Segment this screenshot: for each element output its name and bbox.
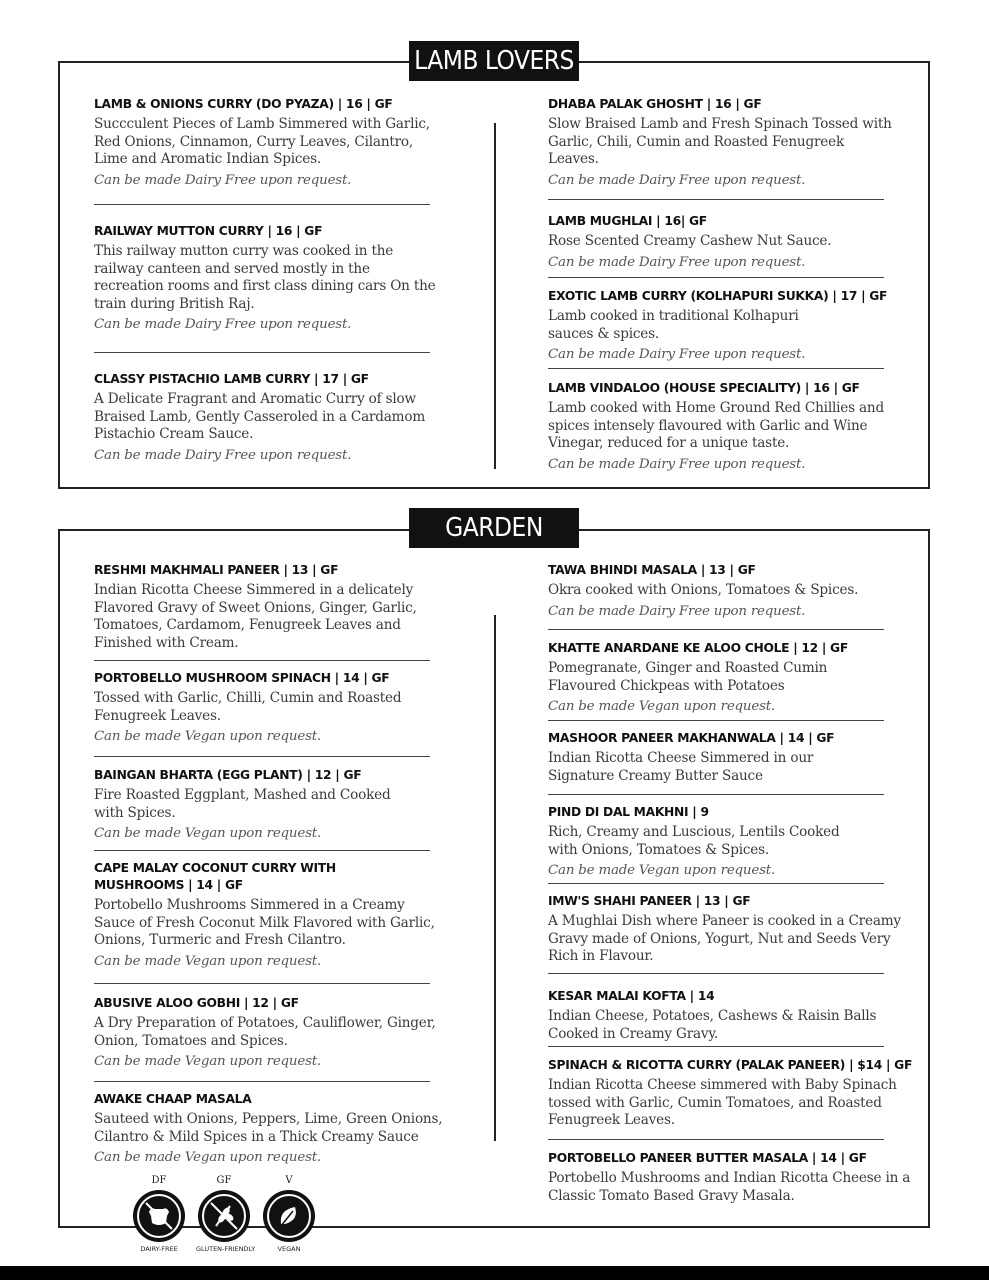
item-note: Can be made Dairy Free upon request. [94,172,352,188]
menu-item [548,380,913,473]
item-description: Indian Ricotta Cheese Simmered in our Signature Creamy Butter Sauce [548,750,814,784]
item-separator [548,629,884,630]
item-name: PIND DI DAL MAKHNI | 9 [548,805,709,819]
item-name: KESAR MALAI KOFTA | 14 [548,989,715,1003]
item-separator [94,660,430,661]
item-description: A Mughlai Dish where Paneer is cooked in a Creamy Gravy made of Onions, Yogurt, Nut and Seeds Very Rich in Flavour. [548,913,901,964]
column-divider [494,123,496,469]
item-note: Can be made Dairy Free upon request. [548,603,806,619]
menu-item [548,730,913,785]
dairy-free-icon [133,1190,185,1242]
item-name: MASHOOR PANEER MAKHANWALA | 14 | GF [548,731,835,745]
menu-item [94,670,439,746]
item-description: Lamb cooked with Home Ground Red Chillies and spices intensely flavoured with Garlic and Wine Vinegar, reduced for a unique taste. [548,400,884,451]
menu-item [94,995,439,1071]
item-description: A Delicate Fragrant and Aromatic Curry of slow Braised Lamb, Gently Casseroled in a Cardamom Pistachio Cream Sauce. [94,391,426,442]
item-name: RAILWAY MUTTON CURRY | 16 | GF [94,224,323,238]
badge-code: V [285,1175,293,1186]
badge-label: DAIRY-FREE [140,1245,178,1253]
item-description: Tossed with Garlic, Chilli, Cumin and Roasted Fenugreek Leaves. [94,690,402,724]
item-note: Can be made Vegan upon request. [94,1054,321,1069]
menu-item [94,767,439,843]
item-separator [548,277,884,278]
vegan-icon [263,1190,315,1242]
item-name: CAPE MALAY COCONUT CURRY WITH MUSHROOMS | 14 | GF [94,861,336,892]
item-separator [548,368,884,369]
item-note: Can be made Vegan upon request. [94,729,321,744]
gluten-friendly-icon [198,1190,250,1242]
item-name: PORTOBELLO MUSHROOM SPINACH | 14 | GF [94,671,390,685]
item-name: IMW'S SHAHI PANEER | 13 | GF [548,894,751,908]
item-note: Can be made Vegan upon request. [94,826,321,841]
item-name: CLASSY PISTACHIO LAMB CURRY | 17 | GF [94,372,369,386]
item-separator [548,1046,884,1047]
item-note: Can be made Dairy Free upon request. [548,347,806,362]
item-description: Sauteed with Onions, Peppers, Lime, Green Onions, Cilantro & Mild Spices in a Thick Creamy Sauce [94,1111,443,1145]
item-name: DHABA PALAK GHOSHT | 16 | GF [548,97,762,111]
item-note: Can be made Vegan upon request. [548,699,775,714]
item-separator [94,352,430,353]
menu-item [548,988,913,1043]
item-separator [548,199,884,200]
item-name: BAINGAN BHARTA (EGG PLANT) | 12 | GF [94,768,362,782]
item-description: Pomegranate, Ginger and Roasted Cumin Flavoured Chickpeas with Potatoes [548,660,828,694]
item-description: Portobello Mushrooms and Indian Ricotta Cheese in a Classic Tomato Based Gravy Masala. [548,1170,911,1204]
item-separator [94,983,430,984]
item-description: Rich, Creamy and Luscious, Lentils Cooked with Onions, Tomatoes & Spices. [548,824,840,858]
column-divider [494,615,496,1141]
vegan-badge [261,1175,317,1253]
dairy-free-badge [131,1175,187,1253]
item-description: Indian Ricotta Cheese Simmered in a delicately Flavored Gravy of Sweet Onions, Ginger, Garlic, Tomatoes, Cardamom, Fenugreek Leaves and Finished with Cream. [94,582,417,651]
item-separator [548,720,884,721]
menu-item [548,562,913,620]
item-name: ABUSIVE ALOO GOBHI | 12 | GF [94,996,299,1010]
item-note: Can be made Dairy Free upon request. [548,172,806,188]
footer-bar [0,1266,989,1280]
item-description: Succculent Pieces of Lamb Simmered with Garlic, Red Onions, Cinnamon, Curry Leaves, Cilantro, Lime and Aromatic Indian Spices. [94,116,430,167]
item-note: Can be made Vegan upon request. [94,953,321,969]
menu-item [94,223,439,334]
item-description: Fire Roasted Eggplant, Mashed and Cooked with Spices. [94,787,391,821]
badge-label: GLUTEN-FRIENDLY [196,1245,256,1253]
menu-item [94,562,439,652]
item-description: Indian Cheese, Potatoes, Cashews & Raisin Balls Cooked in Creamy Gravy. [548,1008,877,1042]
item-description: A Dry Preparation of Potatoes, Cauliflower, Ginger, Onion, Tomatoes and Spices. [94,1015,436,1049]
menu-item [94,860,435,970]
gluten-friendly-badge [196,1175,256,1253]
item-description: Rose Scented Creamy Cashew Nut Sauce. [548,233,832,249]
item-name: TAWA BHINDI MASALA | 13 | GF [548,563,756,577]
item-note: Can be made Dairy Free upon request. [548,456,806,472]
item-name: RESHMI MAKHMALI PANEER | 13 | GF [94,563,339,577]
menu-item [548,1057,913,1130]
menu-item [548,288,913,364]
item-separator [94,850,430,851]
item-description: Portobello Mushrooms Simmered in a Creamy Sauce of Fresh Coconut Milk Flavored with Garlic, Onions, Turmeric and Fresh Cilantro. [94,897,435,948]
menu-item [548,893,913,966]
section-title-garden: GARDEN PRODUCE [409,508,579,548]
item-note: Can be made Vegan upon request. [94,1150,321,1165]
item-name: LAMB VINDALOO (HOUSE SPECIALITY) | 16 | GF [548,381,860,395]
item-description: Okra cooked with Onions, Tomatoes & Spices. [548,582,859,598]
item-separator [94,1081,430,1082]
item-name: AWAKE CHAAP MASALA [94,1092,252,1106]
menu-item [548,804,913,880]
item-note: Can be made Dairy Free upon request. [94,447,352,463]
menu-item [94,1091,454,1167]
menu-item [548,1150,913,1205]
menu-item [548,213,913,271]
item-separator [548,794,884,795]
menu-item [548,640,913,716]
menu-item [94,371,439,464]
item-note: Can be made Vegan upon request. [548,863,775,878]
item-description: Slow Braised Lamb and Fresh Spinach Tossed with Garlic, Chili, Cumin and Roasted Fenugreek Leaves. [548,116,892,167]
item-description: Lamb cooked in traditional Kolhapuri sauces & spices. [548,308,799,342]
badge-code: DF [151,1175,167,1186]
item-note: Can be made Dairy Free upon request. [548,254,806,270]
item-name: EXOTIC LAMB CURRY (KOLHAPURI SUKKA) | 17 | GF [548,289,888,303]
item-note: Can be made Dairy Free upon request. [94,317,352,332]
item-name: KHATTE ANARDANE KE ALOO CHOLE | 12 | GF [548,641,848,655]
item-separator [94,204,430,205]
item-separator [548,883,884,884]
item-name: LAMB MUGHLAI | 16| GF [548,214,707,228]
menu-item [94,96,439,189]
item-description: Indian Ricotta Cheese simmered with Baby Spinach tossed with Garlic, Cumin Tomatoes, and Roasted Fenugreek Leaves. [548,1077,897,1128]
badge-code: GF [216,1175,232,1186]
item-name: PORTOBELLO PANEER BUTTER MASALA | 14 | GF [548,1151,867,1165]
menu-item [548,96,893,189]
item-name: SPINACH & RICOTTA CURRY (PALAK PANEER) | $14 | GF [548,1058,913,1072]
item-separator [94,756,430,757]
item-separator [548,973,884,974]
item-description: This railway mutton curry was cooked in the railway canteen and served mostly in the recreation rooms and first class dining cars On the train during British Raj. [94,243,436,312]
item-name: LAMB & ONIONS CURRY (DO PYAZA) | 16 | GF [94,97,393,111]
section-title-lamb: LAMB LOVERS [409,41,579,81]
item-separator [548,1139,884,1140]
badge-label: VEGAN [277,1245,301,1253]
